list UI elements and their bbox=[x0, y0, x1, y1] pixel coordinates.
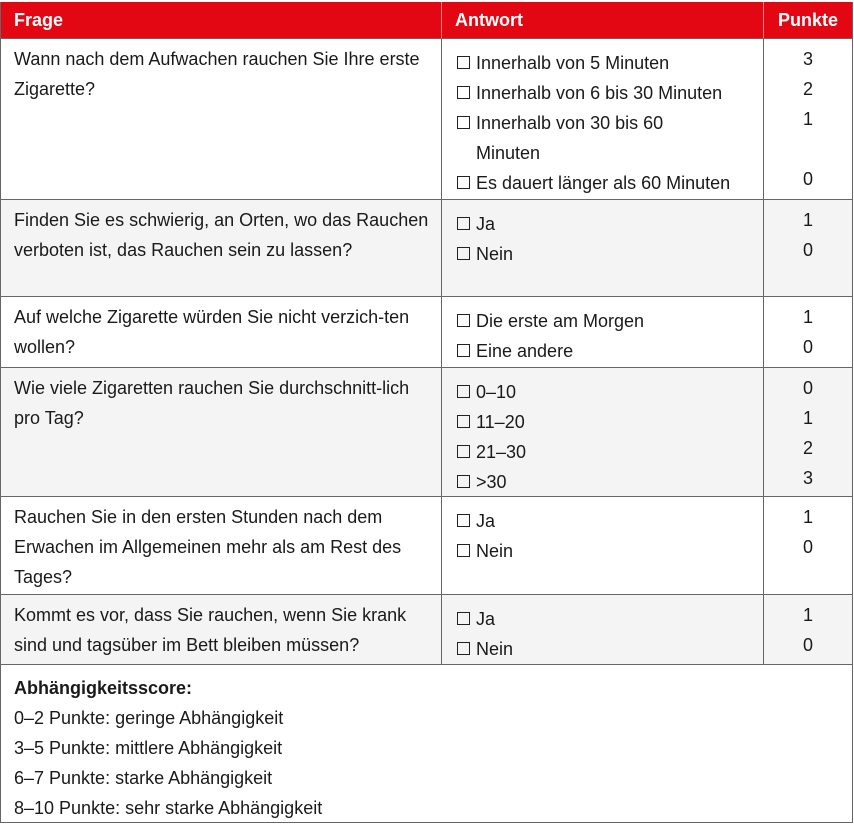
header-antwort: Antwort bbox=[441, 2, 763, 38]
checkbox-icon[interactable] bbox=[457, 86, 470, 99]
answer-option[interactable]: Die erste am Morgen bbox=[457, 306, 763, 336]
question: Wann nach dem Aufwachen rauchen Sie Ihre erste Zigarette? bbox=[14, 49, 420, 99]
table-row bbox=[1, 368, 852, 497]
question: Rauchen Sie in den ersten Stunden nach dem Erwachen im Allgemeinen mehr als am Rest des Tages? bbox=[14, 507, 402, 587]
answer-options bbox=[441, 595, 763, 664]
answer-options bbox=[441, 368, 763, 496]
checkbox-icon[interactable] bbox=[457, 415, 470, 428]
checkbox-icon[interactable] bbox=[457, 612, 470, 625]
summary-line: 6–7 Punkte: starke Abhängigkeit bbox=[14, 768, 273, 788]
points: 3 2 1 0 bbox=[763, 39, 852, 199]
answer-option[interactable]: Ja bbox=[457, 506, 763, 536]
answer-option[interactable]: Es dauert länger als 60 Minuten bbox=[457, 168, 763, 198]
table-row bbox=[1, 297, 852, 368]
checkbox-icon[interactable] bbox=[457, 385, 470, 398]
checkbox-icon[interactable] bbox=[457, 217, 470, 230]
points: 0 1 2 3 bbox=[763, 368, 852, 496]
checkbox-icon[interactable] bbox=[457, 544, 470, 557]
answer-option[interactable]: Innerhalb von 5 Minuten bbox=[457, 48, 763, 78]
checkbox-icon[interactable] bbox=[457, 514, 470, 527]
table-row bbox=[1, 200, 852, 297]
checkbox-icon[interactable] bbox=[457, 314, 470, 327]
summary-line: 0–2 Punkte: geringe Abhängigkeit bbox=[14, 708, 284, 728]
answer-option[interactable]: 11–20 bbox=[457, 407, 763, 437]
answer-option[interactable]: Nein bbox=[457, 536, 763, 566]
score-summary bbox=[1, 665, 852, 823]
header-frage: Frage bbox=[14, 10, 64, 30]
table-row bbox=[1, 497, 852, 595]
summary-line: 8–10 Punkte: sehr starke Abhängigkeit bbox=[14, 798, 323, 818]
points: 1 0 bbox=[763, 595, 852, 664]
answer-option[interactable]: Nein bbox=[457, 634, 763, 664]
header-punkte: Punkte bbox=[763, 2, 852, 38]
question: Auf welche Zigarette würden Sie nicht verzich-ten wollen? bbox=[14, 307, 410, 357]
points: 1 0 bbox=[763, 200, 852, 296]
answer-option[interactable]: Innerhalb von 30 bis 60 Minuten bbox=[457, 108, 763, 168]
points: 1 0 bbox=[763, 497, 852, 594]
summary-title: Abhängigkeitsscore: bbox=[14, 678, 193, 698]
answer-option[interactable]: Eine andere bbox=[457, 336, 763, 366]
answer-option[interactable]: 21–30 bbox=[457, 437, 763, 467]
table-header bbox=[1, 2, 852, 39]
answer-options bbox=[441, 200, 763, 296]
answer-options bbox=[441, 497, 763, 594]
checkbox-icon[interactable] bbox=[457, 344, 470, 357]
checkbox-icon[interactable] bbox=[457, 475, 470, 488]
answer-options bbox=[441, 39, 763, 199]
checkbox-icon[interactable] bbox=[457, 116, 470, 129]
question: Finden Sie es schwierig, an Orten, wo das Rauchen verboten ist, das Rauchen sein zu lassen? bbox=[14, 210, 429, 260]
answer-option[interactable]: Nein bbox=[457, 239, 763, 269]
fagerstrom-table bbox=[0, 2, 853, 823]
question: Kommt es vor, dass Sie rauchen, wenn Sie krank sind und tagsüber im Bett bleiben müssen? bbox=[14, 605, 407, 655]
table-row bbox=[1, 595, 852, 665]
table-row bbox=[1, 39, 852, 200]
question: Wie viele Zigaretten rauchen Sie durchschnitt-lich pro Tag? bbox=[14, 378, 410, 428]
answer-option[interactable]: Ja bbox=[457, 604, 763, 634]
checkbox-icon[interactable] bbox=[457, 642, 470, 655]
answer-option[interactable]: >30 bbox=[457, 467, 763, 497]
checkbox-icon[interactable] bbox=[457, 56, 470, 69]
answer-options bbox=[441, 297, 763, 367]
checkbox-icon[interactable] bbox=[457, 247, 470, 260]
answer-option[interactable]: Ja bbox=[457, 209, 763, 239]
checkbox-icon[interactable] bbox=[457, 445, 470, 458]
answer-option[interactable]: 0–10 bbox=[457, 377, 763, 407]
summary-line: 3–5 Punkte: mittlere Abhängigkeit bbox=[14, 738, 283, 758]
points: 1 0 bbox=[763, 297, 852, 367]
checkbox-icon[interactable] bbox=[457, 176, 470, 189]
answer-option[interactable]: Innerhalb von 6 bis 30 Minuten bbox=[457, 78, 763, 108]
